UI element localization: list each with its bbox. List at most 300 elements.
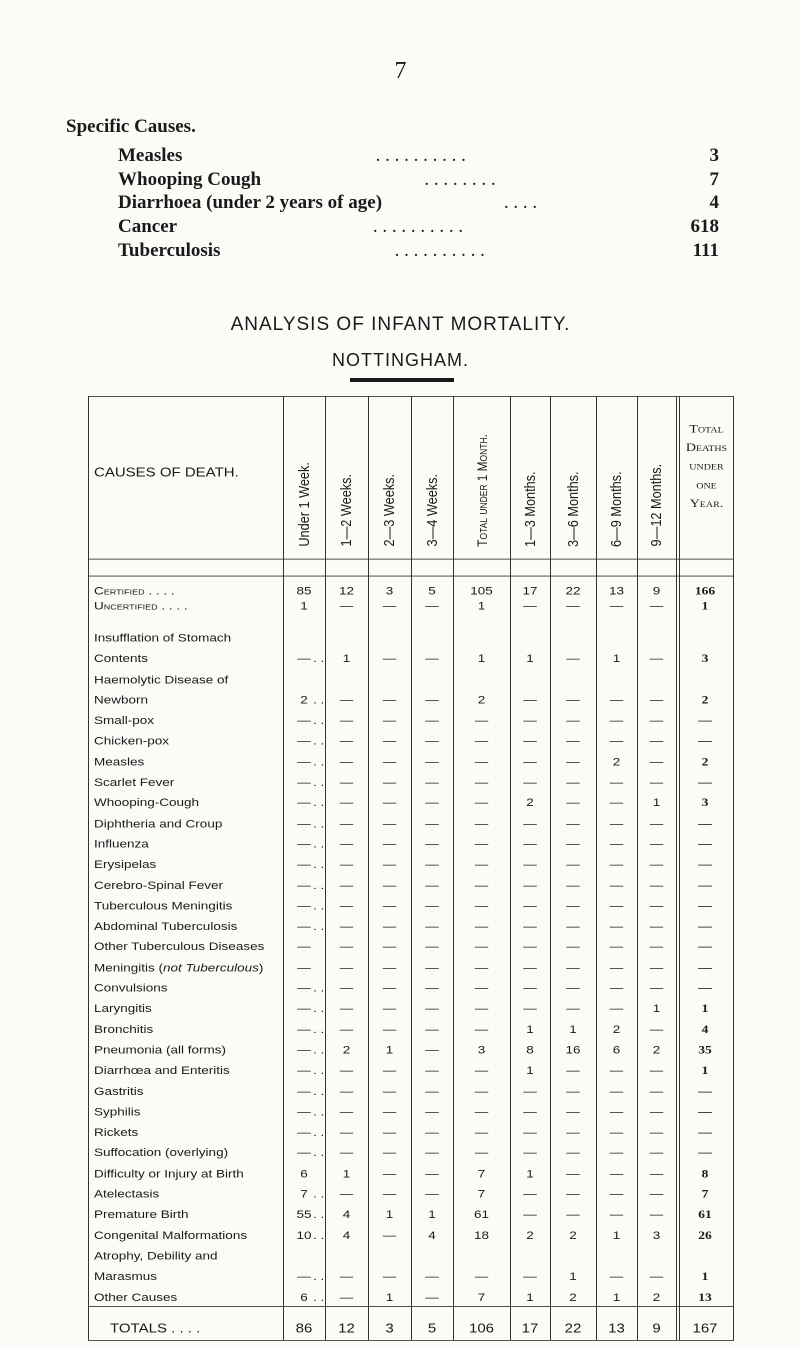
table-cell: 166 xyxy=(694,584,716,597)
italic-note: not Tuberculous xyxy=(163,961,259,974)
table-cell: — xyxy=(339,734,354,747)
table-cell: — xyxy=(425,1269,439,1283)
table-cell: 1 xyxy=(612,1290,621,1304)
table-cell: — xyxy=(523,1001,537,1015)
table-cell: 2 xyxy=(701,755,709,769)
leader-dots: . . xyxy=(313,837,325,851)
table-cell: — xyxy=(382,755,397,769)
table-cell: — xyxy=(566,651,580,665)
table-cell: 1 xyxy=(569,1269,577,1283)
table-cell: — xyxy=(339,857,354,871)
table-cell: — xyxy=(297,755,311,769)
column-header-text: Total under 1 Month. xyxy=(473,434,490,547)
table-cell: — xyxy=(382,981,397,995)
table-cell: — xyxy=(297,837,311,851)
table-cell: — xyxy=(339,1023,354,1036)
table-cell: 7 xyxy=(477,1187,486,1201)
row-label: Tuberculous Meningitis xyxy=(94,899,233,913)
totals-cell: 17 xyxy=(521,1321,539,1336)
column-header-text: 1—2 Weeks. xyxy=(338,474,355,547)
row-label: Other Causes xyxy=(94,1290,178,1304)
column-header-text: 2—3 Weeks. xyxy=(381,474,398,547)
table-cell: — xyxy=(339,1145,354,1159)
table-cell: 1 xyxy=(342,651,351,665)
table-cell: 12 xyxy=(338,584,355,597)
row-label: Chicken-pox xyxy=(94,734,170,747)
table-cell: — xyxy=(382,693,397,707)
table-cell: — xyxy=(297,1269,311,1283)
table-cell: 13 xyxy=(608,584,625,597)
table-cell: — xyxy=(649,734,664,747)
leader-dots: . . xyxy=(313,857,325,871)
table-cell: — xyxy=(339,1105,354,1118)
table-cell: — xyxy=(474,1105,489,1118)
table-cell: 1 xyxy=(612,651,621,665)
row-label: Cerebro-Spinal Fever xyxy=(94,879,224,892)
table-cell: — xyxy=(698,775,712,789)
table-cell: — xyxy=(297,857,311,871)
totals-cell: 13 xyxy=(608,1321,625,1336)
table-cell: 6 xyxy=(612,1043,621,1057)
table-cell: — xyxy=(382,1001,397,1015)
table-column-rule xyxy=(368,396,369,1340)
table-cell: — xyxy=(698,940,712,953)
table-row-rule xyxy=(88,1306,734,1307)
table-cell: — xyxy=(523,879,537,892)
table-cell: 55 xyxy=(296,1207,312,1221)
column-header xyxy=(283,403,325,547)
certified-label: Certified . . . . xyxy=(94,584,175,597)
table-cell: — xyxy=(425,599,439,613)
table-cell: — xyxy=(609,857,624,871)
table-cell: — xyxy=(297,899,311,913)
table-cell: 61 xyxy=(473,1207,490,1221)
table-cell: — xyxy=(425,651,439,665)
column-header-text: 1—3 Months. xyxy=(521,471,539,547)
row-label: Meningitis (not Tuberculous) xyxy=(94,961,264,974)
table-cell: — xyxy=(382,1023,397,1036)
table-cell: — xyxy=(474,817,489,830)
leader-dots: . . xyxy=(313,1207,325,1221)
table-cell: — xyxy=(649,775,664,789)
row-label: Gastritis xyxy=(94,1084,144,1098)
table-cell: 3 xyxy=(701,795,709,809)
table-cell: 1 xyxy=(652,795,661,809)
table-column-rule xyxy=(88,396,89,1340)
row-label: Haemolytic Disease of xyxy=(94,673,229,686)
row-label: Congenital Malformations xyxy=(94,1228,248,1242)
table-cell: — xyxy=(339,981,354,995)
table-cell: — xyxy=(649,857,664,871)
table-cell: — xyxy=(609,693,624,707)
leader-dots: . . xyxy=(313,1269,325,1283)
row-label: Atelectasis xyxy=(94,1187,160,1201)
page-number: 7 xyxy=(394,58,407,84)
table-cell: — xyxy=(566,899,580,913)
table-cell: 8 xyxy=(526,1043,534,1057)
column-header-text: 6—9 Months. xyxy=(608,471,625,547)
table-cell: — xyxy=(474,940,489,953)
table-cell: — xyxy=(698,817,712,830)
table-cell: 4 xyxy=(342,1228,351,1242)
table-cell: — xyxy=(474,961,489,974)
table-cell: — xyxy=(649,919,664,933)
leader-dots: . . xyxy=(313,981,325,995)
table-cell: — xyxy=(425,795,439,809)
table-cell: — xyxy=(297,879,311,892)
table-cell: — xyxy=(425,837,439,851)
table-cell: — xyxy=(609,817,624,830)
table-cell: 1 xyxy=(701,1001,709,1015)
table-cell: — xyxy=(609,899,624,913)
table-cell: 1 xyxy=(526,1063,534,1077)
table-cell: — xyxy=(523,734,537,747)
totals-cell: 5 xyxy=(427,1321,437,1336)
table-cell: — xyxy=(523,775,537,789)
table-cell: — xyxy=(523,1269,537,1283)
leader-dots: . . . . . . . . . . xyxy=(372,216,464,237)
table-cell: — xyxy=(425,1001,439,1015)
infant-mortality-table xyxy=(0,60,801,1336)
table-cell: — xyxy=(297,1001,311,1015)
table-cell: 1 xyxy=(569,1023,577,1036)
table-cell: 1 xyxy=(342,1167,351,1180)
table-column-rule xyxy=(733,396,734,1340)
table-cell: — xyxy=(425,1084,439,1098)
table-cell: — xyxy=(297,734,311,747)
table-cell: 1 xyxy=(385,1043,394,1057)
table-cell: 1 xyxy=(385,1290,394,1304)
table-cell: 1 xyxy=(526,1167,534,1180)
table-cell: — xyxy=(474,734,489,747)
table-cell: — xyxy=(474,879,489,892)
table-cell: — xyxy=(609,1001,624,1015)
row-label: Abdominal Tuberculosis xyxy=(94,919,238,933)
table-cell: — xyxy=(523,981,537,995)
table-cell: 7 xyxy=(477,1167,486,1180)
table-cell: — xyxy=(566,919,580,933)
row-label: Measles xyxy=(94,755,145,769)
table-cell: — xyxy=(297,961,311,974)
row-label: Other Tuberculous Diseases xyxy=(94,940,265,953)
table-cell: 35 xyxy=(698,1043,712,1057)
leader-dots: . . . . . . . . . . xyxy=(394,240,485,261)
table-cell: — xyxy=(425,1063,439,1077)
table-cell: 1 xyxy=(701,1063,709,1077)
leader-dots: . . xyxy=(313,919,325,933)
table-cell: — xyxy=(523,817,537,830)
table-cell: — xyxy=(523,857,537,871)
table-cell: — xyxy=(566,693,580,707)
table-cell: — xyxy=(566,1125,580,1139)
specific-cause-label: Tuberculosis xyxy=(118,240,221,261)
table-cell: — xyxy=(382,1187,397,1201)
specific-cause-value: 4 xyxy=(709,192,719,213)
table-cell: — xyxy=(425,899,439,913)
leader-dots: . . xyxy=(313,1228,325,1242)
table-cell: — xyxy=(425,1023,439,1036)
table-cell: — xyxy=(523,1105,537,1118)
table-cell: 17 xyxy=(522,584,538,597)
table-cell: — xyxy=(649,1145,664,1159)
table-cell: — xyxy=(649,651,664,665)
table-cell: — xyxy=(566,817,580,830)
table-cell: — xyxy=(523,599,537,613)
table-cell: — xyxy=(649,1125,664,1139)
totals-cell: 12 xyxy=(338,1321,355,1336)
table-cell: — xyxy=(566,1167,580,1180)
table-cell: — xyxy=(339,940,354,953)
table-cell: — xyxy=(425,775,439,789)
table-cell: — xyxy=(649,817,664,830)
table-cell: — xyxy=(297,1063,311,1077)
row-label: Pneumonia (all forms) xyxy=(94,1043,227,1057)
table-cell: — xyxy=(523,1084,537,1098)
table-cell: — xyxy=(339,1290,354,1304)
table-cell: — xyxy=(297,1023,311,1036)
table-cell: — xyxy=(566,775,580,789)
table-cell: — xyxy=(425,981,439,995)
table-cell: 2 xyxy=(569,1228,577,1242)
table-cell: 4 xyxy=(701,1023,709,1036)
table-cell: — xyxy=(609,1125,624,1139)
table-row-rule xyxy=(88,576,734,577)
table-cell: — xyxy=(382,1105,397,1118)
table-column-rule xyxy=(411,396,412,1340)
table-cell: 1 xyxy=(526,1290,534,1304)
table-cell: 7 xyxy=(477,1290,486,1304)
table-cell: — xyxy=(382,837,397,851)
row-label: Laryngitis xyxy=(94,1001,152,1015)
table-cell: — xyxy=(425,817,439,830)
table-cell: 105 xyxy=(470,584,493,597)
table-cell: — xyxy=(297,795,311,809)
total-header-line: one xyxy=(696,479,717,492)
table-cell: 1 xyxy=(477,651,486,665)
table-cell: — xyxy=(523,693,537,707)
leader-dots: . . xyxy=(313,713,325,727)
table-cell: 3 xyxy=(701,651,709,665)
table-cell: — xyxy=(609,961,624,974)
table-cell: — xyxy=(566,837,580,851)
leader-dots: . . xyxy=(313,755,325,769)
table-cell: — xyxy=(698,1084,712,1098)
table-cell: — xyxy=(523,713,537,727)
table-cell: 4 xyxy=(428,1228,436,1242)
table-cell: — xyxy=(609,775,624,789)
row-label: Influenza xyxy=(94,837,149,851)
totals-cell: 167 xyxy=(692,1321,718,1336)
table-cell: — xyxy=(523,1187,537,1201)
table-cell: — xyxy=(649,1063,664,1077)
table-cell: — xyxy=(698,837,712,851)
table-cell: — xyxy=(649,1269,664,1283)
table-cell: — xyxy=(297,1043,311,1057)
leader-dots: . . xyxy=(313,1290,325,1304)
table-cell: — xyxy=(609,795,624,809)
table-cell: — xyxy=(425,1043,439,1057)
specific-cause-label: Diarrhoea (under 2 years of age) xyxy=(118,192,383,213)
table-cell: 3 xyxy=(477,1043,486,1057)
leader-dots: . . xyxy=(313,1187,325,1201)
table-cell: — xyxy=(649,940,664,953)
table-cell: — xyxy=(339,1125,354,1139)
table-cell: — xyxy=(339,961,354,974)
table-cell: — xyxy=(474,713,489,727)
table-cell: — xyxy=(425,1125,439,1139)
table-cell: — xyxy=(698,879,712,892)
table-cell: — xyxy=(523,1145,537,1159)
table-cell: — xyxy=(698,734,712,747)
table-column-rule xyxy=(596,396,597,1340)
table-cell: — xyxy=(698,1105,712,1118)
table-cell: 7 xyxy=(300,1187,308,1201)
table-cell: — xyxy=(425,1187,439,1201)
table-cell: — xyxy=(566,981,580,995)
table-cell: — xyxy=(609,1084,624,1098)
table-cell: — xyxy=(425,919,439,933)
table-cell: — xyxy=(297,1084,311,1098)
leader-dots: . . xyxy=(313,817,325,830)
table-cell: — xyxy=(698,961,712,974)
table-cell: — xyxy=(609,981,624,995)
table-cell: 1 xyxy=(701,1269,709,1283)
table-cell: — xyxy=(609,1269,624,1283)
table-cell: — xyxy=(339,1187,354,1201)
row-label: Contents xyxy=(94,651,149,665)
total-deaths-header xyxy=(679,421,734,514)
specific-cause-value: 111 xyxy=(692,240,719,261)
table-cell: 1 xyxy=(526,651,534,665)
table-cell: 1 xyxy=(701,599,709,613)
table-cell: — xyxy=(566,1001,580,1015)
table-cell: — xyxy=(609,1063,624,1077)
table-subheading: NOTTINGHAM. xyxy=(332,350,469,370)
table-cell: — xyxy=(297,1125,311,1139)
table-cell: — xyxy=(523,919,537,933)
table-cell: 1 xyxy=(428,1207,436,1221)
causes-header: CAUSES OF DEATH. xyxy=(94,465,239,480)
leader-dots: . . xyxy=(313,651,325,665)
total-header-line: Total xyxy=(689,423,724,436)
total-header-line: Deaths xyxy=(685,441,728,455)
table-cell: — xyxy=(649,1167,664,1180)
table-cell: 13 xyxy=(698,1290,712,1304)
table-cell: — xyxy=(425,879,439,892)
table-cell: — xyxy=(649,981,664,995)
table-cell: 1 xyxy=(612,1228,621,1242)
table-cell: 6 xyxy=(300,1290,308,1304)
table-cell: — xyxy=(649,1023,664,1036)
table-cell: 2 xyxy=(701,693,709,707)
totals-label: TOTALS . . . . xyxy=(110,1321,201,1336)
table-cell: — xyxy=(649,1207,664,1221)
table-cell: — xyxy=(566,1084,580,1098)
table-cell: — xyxy=(382,795,397,809)
table-cell: — xyxy=(425,755,439,769)
table-cell: — xyxy=(566,940,580,953)
row-label: Newborn xyxy=(94,693,149,707)
totals-cell: 106 xyxy=(468,1321,495,1336)
table-cell: — xyxy=(523,837,537,851)
table-cell: — xyxy=(609,713,624,727)
table-cell: — xyxy=(425,940,439,953)
row-label: Rickets xyxy=(94,1125,139,1139)
table-cell: — xyxy=(425,1145,439,1159)
table-cell: — xyxy=(339,775,354,789)
table-cell: — xyxy=(382,919,397,933)
column-header-text: 9—12 Months. xyxy=(648,464,665,547)
table-cell: — xyxy=(698,1125,712,1139)
table-cell: — xyxy=(339,713,354,727)
table-cell: 4 xyxy=(342,1207,351,1221)
row-label: Marasmus xyxy=(94,1269,158,1283)
table-cell: — xyxy=(382,857,397,871)
table-cell: — xyxy=(698,713,712,727)
table-cell: — xyxy=(523,940,537,953)
table-cell: — xyxy=(339,1001,354,1015)
row-label: Erysipelas xyxy=(94,857,157,871)
table-cell: — xyxy=(523,899,537,913)
table-cell: — xyxy=(474,1269,489,1283)
table-cell: — xyxy=(425,1290,439,1304)
table-cell: — xyxy=(609,1207,624,1221)
totals-cell: 9 xyxy=(652,1321,661,1336)
leader-dots: . . xyxy=(313,899,325,913)
table-cell: — xyxy=(566,1145,580,1159)
leader-dots: . . . . xyxy=(503,192,538,213)
table-column-rule xyxy=(453,396,454,1340)
row-label: Atrophy, Debility and xyxy=(94,1249,218,1263)
table-cell: 61 xyxy=(698,1207,712,1221)
column-header xyxy=(596,403,637,547)
table-cell: 3 xyxy=(652,1228,661,1242)
specific-cause-label: Measles xyxy=(118,145,183,166)
table-cell: 7 xyxy=(701,1187,709,1201)
table-cell: — xyxy=(297,713,311,727)
table-cell: — xyxy=(382,1063,397,1077)
leader-dots: . . xyxy=(313,1001,325,1015)
table-cell: — xyxy=(609,1167,624,1180)
leader-dots: . . xyxy=(313,734,325,747)
table-cell: — xyxy=(609,940,624,953)
table-cell: — xyxy=(382,651,397,665)
table-cell: — xyxy=(474,837,489,851)
column-header xyxy=(637,403,676,547)
table-cell: — xyxy=(474,857,489,871)
table-cell: — xyxy=(566,1207,580,1221)
table-cell: 10 xyxy=(296,1228,312,1242)
table-cell: — xyxy=(339,599,354,613)
table-cell: 2 xyxy=(652,1043,661,1057)
table-cell: — xyxy=(474,1023,489,1036)
table-cell: 1 xyxy=(300,599,308,613)
table-cell: — xyxy=(425,857,439,871)
column-header xyxy=(453,403,510,547)
table-cell: — xyxy=(649,1084,664,1098)
table-cell: 8 xyxy=(701,1167,709,1180)
table-cell: — xyxy=(566,713,580,727)
table-cell: 2 xyxy=(300,693,308,707)
table-cell: — xyxy=(474,1063,489,1077)
table-cell: — xyxy=(698,857,712,871)
table-cell: — xyxy=(474,755,489,769)
table-cell: — xyxy=(382,1167,397,1180)
specific-cause-value: 7 xyxy=(709,169,719,190)
table-cell: — xyxy=(382,1228,397,1242)
table-cell: — xyxy=(609,599,624,613)
table-cell: — xyxy=(297,981,311,995)
